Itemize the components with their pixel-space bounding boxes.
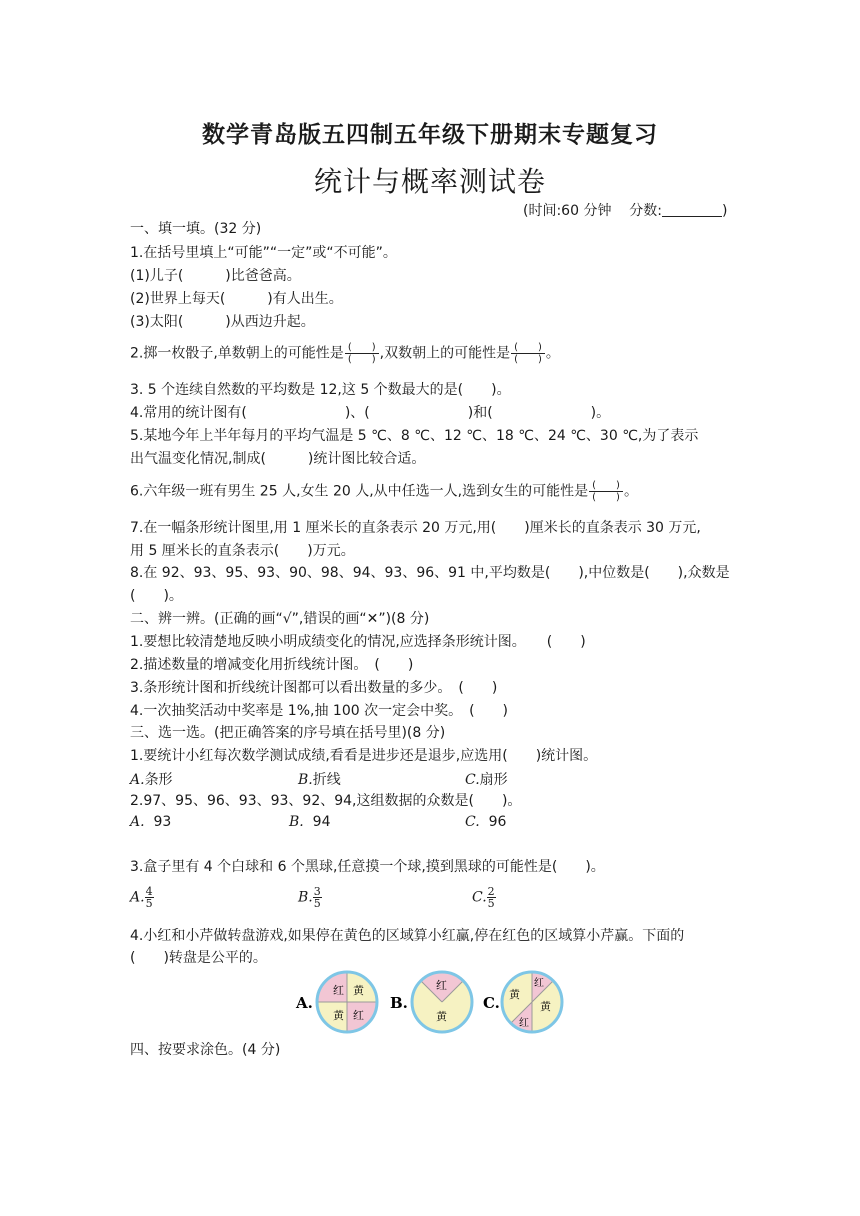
frac-num: 3: [313, 885, 321, 898]
option-fraction: [145, 886, 154, 909]
opt-letter: C.: [465, 772, 480, 788]
opt-text: 条形: [144, 772, 173, 788]
s1-q8b: ( )。: [130, 588, 183, 604]
spinner-label-yellow: 黄: [509, 988, 520, 1001]
spinner-a: [317, 972, 377, 1032]
spinner-label-red: 红: [333, 984, 344, 997]
s3-q2-opt-b: [289, 814, 330, 830]
s1-q7b: 用 5 厘米长的直条表示( )万元。: [130, 543, 355, 559]
spinner-b-label: B.: [390, 994, 408, 1012]
q6-text-a: 6.六年级一班有男生 25 人,女生 20 人,从中任选一人,选到女生的可能性是: [130, 483, 589, 500]
section-4-heading: 四、按要求涂色。(4 分): [130, 1042, 281, 1058]
spinner-c-label: C.: [483, 994, 500, 1012]
opt-text: 扇形: [479, 772, 508, 788]
q2-text-c: 。: [545, 345, 560, 362]
fraction-blank: [345, 342, 379, 365]
s2-q4: 4.一次抽奖活动中奖率是 1%,抽 100 次一定会中奖。 ( ): [130, 703, 509, 719]
spinner-label-yellow: 黄: [353, 984, 364, 997]
section-2-heading: 二、辨一辨。(正确的画“√”,错误的画“✕”)(8 分): [130, 611, 430, 627]
fraction-blank: [511, 342, 545, 365]
time-label: (时间:60 分钟: [523, 203, 612, 219]
spinner-label-red: 红: [534, 978, 544, 989]
opt-letter: A.: [130, 814, 145, 830]
spinner-label-yellow: 黄: [540, 1000, 551, 1013]
s3-q2: 2.97、95、96、93、93、92、94,这组数据的众数是( )。: [130, 793, 522, 809]
spinner-label-red: 红: [519, 1018, 529, 1029]
score-label: 分数:: [629, 203, 662, 219]
meta-close: ): [721, 203, 728, 219]
q6-text-b: 。: [623, 483, 638, 500]
s3-q1: 1.要统计小红每次数学测试成绩,看看是进步还是退步,应选用( )统计图。: [130, 748, 598, 764]
frac-den: 5: [487, 897, 495, 910]
s3-q1-opt-a: [130, 769, 173, 789]
opt-letter: A.: [130, 889, 145, 906]
opt-letter: A.: [130, 772, 145, 788]
s1-q1: 1.在括号里填上“可能”“一定”或“不可能”。: [130, 245, 397, 261]
s1-q6: [130, 480, 638, 503]
opt-letter: B.: [298, 772, 313, 788]
score-blank: [662, 202, 722, 217]
frac-den: ( ): [514, 354, 542, 365]
s1-q5b: 出气温变化情况,制成( )统计图比较合适。: [130, 451, 426, 467]
option-fraction: [487, 886, 496, 909]
s1-q5a: 5.某地今年上半年每月的平均气温是 5 ℃、8 ℃、12 ℃、18 ℃、24 ℃、30 ℃,为了表示: [130, 428, 699, 444]
opt-letter: C.: [465, 814, 480, 830]
q2-text-a: 2.掷一枚骰子,单数朝上的可能性是: [130, 345, 344, 362]
s1-q8a: 8.在 92、93、95、93、90、98、94、93、96、91 中,平均数是( ),中位数是( ),众数是: [130, 565, 730, 581]
frac-num: 4: [145, 885, 153, 898]
frac-den: 5: [145, 897, 153, 910]
frac-num: 2: [487, 885, 495, 898]
opt-letter: B.: [298, 889, 313, 906]
frac-num: ( ): [345, 342, 379, 354]
exam-meta: [523, 200, 727, 220]
opt-text: 93: [153, 814, 172, 830]
s3-q3-opt-a: [130, 886, 154, 909]
s1-q2: [130, 342, 560, 365]
s3-q4a: 4.小红和小芹做转盘游戏,如果停在黄色的区域算小红赢,停在红色的区域算小芹赢。下面的: [130, 928, 685, 944]
opt-text: 96: [488, 814, 507, 830]
frac-num: ( ): [511, 342, 545, 354]
opt-text: 折线: [312, 772, 341, 788]
s3-q3-opt-c: [472, 886, 496, 909]
page-title: 数学青岛版五四制五年级下册期末专题复习: [202, 122, 658, 148]
section-3-heading: 三、选一选。(把正确答案的序号填在括号里)(8 分): [130, 725, 446, 741]
s1-q1a: (1)儿子( )比爸爸高。: [130, 268, 301, 284]
s3-q1-opt-c: [465, 769, 508, 789]
frac-den: 5: [313, 897, 321, 910]
spinner-label-yellow: 黄: [436, 1010, 447, 1023]
s3-q3: 3.盒子里有 4 个白球和 6 个黑球,任意摸一个球,摸到黑球的可能性是( )。: [130, 859, 605, 875]
frac-den: ( ): [592, 492, 620, 503]
frac-num: ( ): [589, 480, 623, 492]
spinner-label-yellow: 黄: [333, 1009, 344, 1022]
spinner-label-red: 红: [353, 1009, 364, 1022]
opt-letter: B.: [289, 814, 304, 830]
s3-q3-opt-b: [298, 886, 322, 909]
frac-den: ( ): [347, 354, 376, 365]
spinner-b: [412, 972, 472, 1032]
s1-q1b: (2)世界上每天( )有人出生。: [130, 291, 343, 307]
section-1-heading: 一、填一填。(32 分): [130, 221, 262, 237]
s1-q4: 4.常用的统计图有( )、( )和( )。: [130, 405, 611, 421]
opt-letter: C.: [472, 889, 487, 906]
s3-q1-opt-b: [298, 769, 341, 789]
spinner-c: [502, 972, 562, 1032]
spinners-figure: [290, 964, 580, 1040]
s3-q2-opt-a: [130, 814, 171, 830]
s2-q3: 3.条形统计图和折线统计图都可以看出数量的多少。 ( ): [130, 680, 498, 696]
spinner-a-label: A.: [296, 994, 313, 1012]
s1-q7a: 7.在一幅条形统计图里,用 1 厘米长的直条表示 20 万元,用( )厘米长的直条表示 30 万元,: [130, 520, 701, 536]
s2-q2: 2.描述数量的增减变化用折线统计图。 ( ): [130, 657, 414, 673]
s1-q1c: (3)太阳( )从西边升起。: [130, 314, 315, 330]
page-subtitle: 统计与概率测试卷: [313, 165, 546, 198]
q2-text-b: ,双数朝上的可能性是: [379, 345, 511, 362]
s3-q2-opt-c: [465, 814, 506, 830]
s2-q1: 1.要想比较清楚地反映小明成绩变化的情况,应选择条形统计图。 ( ): [130, 634, 586, 650]
opt-text: 94: [312, 814, 331, 830]
spinner-label-red: 红: [436, 979, 447, 992]
option-fraction: [313, 886, 322, 909]
s3-q4b: ( )转盘是公平的。: [130, 950, 267, 966]
fraction-blank: [589, 480, 623, 503]
s1-q3: 3. 5 个连续自然数的平均数是 12,这 5 个数最大的是( )。: [130, 382, 511, 398]
